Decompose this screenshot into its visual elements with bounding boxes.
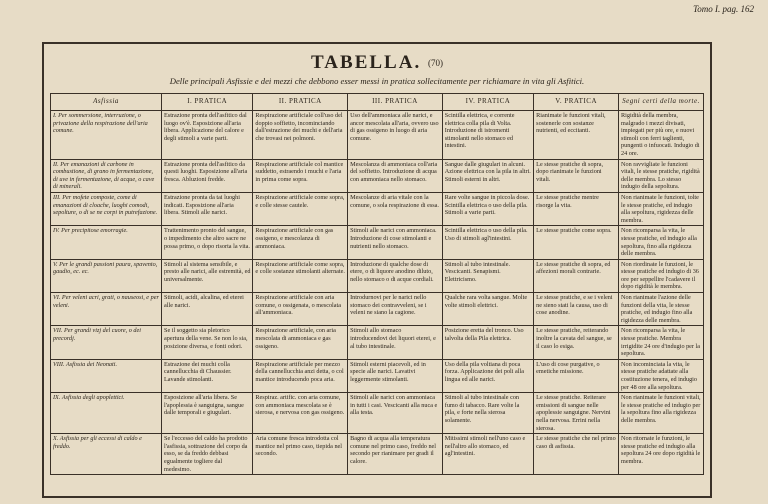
table-cell: Qualche rara volta sangue. Molte volte stimoli elettrici. [442,293,533,326]
asfissia-cell: IV. Per precipitose emorragie. [51,226,162,259]
table-cell: Bagno di acqua alla temperatura comune nel primo caso, freddo nel secondo per rianimare per gradi il calore. [348,434,443,475]
table-cell: Respirazione artificiale come sopra, e colle sostanze stimolanti alternate. [253,259,348,292]
table-cell: Esposizione all'aria libera. Se l'apoplessia è sanguigna, sangue dalle temporali e giugulari. [162,393,253,434]
table-cell: Le stesse pratiche come sopra. [534,226,619,259]
asfissia-cell: X. Asfissia per gli eccessi di caldo e freddo. [51,434,162,475]
table-title [50,52,704,74]
table-cell: Estrazione pronta dell'asfitico dal luogo ov'è. Esposizione all'aria libera. Applicazione del calore e degli stimoli a varie parti. [162,111,253,160]
asfissia-cell: V. Per le grandi passioni paura, spavento, gaudio, ec. ec. [51,259,162,292]
table-cell: Le stesse pratiche di sopra, dopo rianimate le funzioni vitali. [534,159,619,192]
table-row [51,159,704,192]
table-cell: Respirazione artificiale col mantice suddetto, estraendo i muchi e l'aria in prima come sopra. [253,159,348,192]
table-cell: Scintilla elettrica, e corrente elettrica colla pila di Volta. Introduzione di istromenti stimolanti nello stomaco ed intestini. [442,111,533,160]
asfissia-cell: IX. Asfissia degli apoplettici. [51,393,162,434]
table-cell: Uso dell'ammoniaca alle narici, e ancor mescolata all'aria, ovvero uso di gas ossigeno in luogo di aria comune. [348,111,443,160]
header-cell: II. PRATICA [253,94,348,111]
table-cell: Le stesse pratiche, reiterando inoltre la cavata del sangue, se il caso lo esiga. [534,326,619,359]
table-cell: Estrazione dei muchi colla cannellucchia di Chaussier. Lavande stimolanti. [162,359,253,392]
table-cell: Non incominciata la vita, le stesse pratiche adattate alla costituzione tenera, ed indugio per 48 ore alla sepoltura. [619,359,704,392]
asfissia-cell: II. Per emanazioni di carbone in combustione, di grano in fermentazione, di uve in fermentazione, di acque, o cave di minerali. [51,159,162,192]
table-cell: Non rianimate le funzioni, tolte le stesse pratiche, ed indugio alla sepoltura, rigidezza delle membra. [619,192,704,225]
asfissia-cell: VIII. Asfissia dei Neonati. [51,359,162,392]
header-cell: V. PRATICA [534,94,619,111]
table-cell: Rianimate le funzioni vitali, sostenerle con sostanze nutrienti, ed eccitanti. [534,111,619,160]
table-cell: Le stesse pratiche mentre risorge la vita. [534,192,619,225]
table-cell: Stimoli al tubo intestinale. Vescicanti. Senapismi. Elettricismo. [442,259,533,292]
asfissia-cell: VI. Per veleni acri, grati, o nauseosi, e per veleni. [51,293,162,326]
table-cell: Stimoli al sistema sensibile, e presto alle narici, alle estremità, ed universalmente. [162,259,253,292]
table-cell: Rigidità della membra, malgrado i mezzi divisati, impiegati per più ore, e nuovi stimoli con ferri taglienti, pungenti o infuocati. Indugio di 24 ore. [619,111,704,160]
table-cell: Non ritornate le funzioni, le stesse pratiche ed indugio alla sepoltura 24 ore dopo rigidità le membra. [619,434,704,475]
table-cell: Le stesse pratiche di sopra, ed affezioni morali contrarie. [534,259,619,292]
table-cell: Sangue dalle giugulari in alcuni. Azione elettrica con la pila in altri. Stimoli esterni in altri. [442,159,533,192]
table-cell: Stimoli alle narici con ammoniaca. Introduzione di cose stimolanti e nutrienti nello stomaco. [348,226,443,259]
table-row [51,226,704,259]
table-cell: Estrazione pronta da tai luoghi indicati. Esposizione all'aria libera. Stimoli alle narici. [162,192,253,225]
header-cell: Segni certi della morte. [619,94,704,111]
table-row [51,393,704,434]
table-cell: Non ravvigliate le funzioni vitali, le stesse pratiche, rigidità delle membra. Lo stesso indugio della sepoltura. [619,159,704,192]
table-cell: Posizione eretta del tronco. Uso talvolta della Pila elettrica. [442,326,533,359]
asphyxia-table [50,93,704,475]
table-row [51,111,704,160]
table-cell: Respirazione artificiale, con aria mescolata di ammoniaca e gas ossigeno. [253,326,348,359]
table-row [51,293,704,326]
table-cell: Respirazione artificiale coll'uso del doppio soffietto, incominciando dall'estrazione dei muchi e dell'aria che trovasi nei polmoni. [253,111,348,160]
table-cell: Non riordinate le funzioni, le stesse pratiche ed indugio di 36 ore per seppellire l'cadavere il dopo rigidità le membra. [619,259,704,292]
table-row [51,326,704,359]
table-row [51,434,704,475]
header-cell: IV. PRATICA [442,94,533,111]
header-cell: I. PRATICA [162,94,253,111]
table-cell: Le stesse pratiche, e se i veleni ne sieno stati la causa, uso di cose anodine. [534,293,619,326]
table-cell: Stimoli allo stomaco introducendovi dei liquori eterei, e al tubo intestinale. [348,326,443,359]
title-note: (70) [427,58,443,68]
table-row [51,359,704,392]
table-cell: Scintilla elettrica o uso della pila. Uso di stimoli agl'intestini. [442,226,533,259]
table-cell: Mitissimi stimoli nell'uno caso e nell'altro allo stomaco, ed agl'intestini. [442,434,533,475]
table-row [51,259,704,292]
table-cell: L'uso di cose purgative, o emetiche missione. [534,359,619,392]
table-cell: Stimoli, acidi, alcalina, ed eterei alle narici. [162,293,253,326]
table-cell: Respirazione artificiale con aria comune, o ossigenata, o mescolata all'ammoniaca. [253,293,348,326]
table-cell: Le stesse pratiche che nel primo caso di asfissia. [534,434,619,475]
table-row [51,192,704,225]
asfissia-cell: VII. Per grandi vizj del cuore, o dei precordj. [51,326,162,359]
table-cell: Rare volte sangue in piccola dose. Scintilla elettrica o uso della pila. Stimoli a varie parti. [442,192,533,225]
table-frame [42,42,712,498]
table-cell: Stimoli alle narici con ammoniaca in tutti i casi. Vescicanti alla nuca e alla testa. [348,393,443,434]
asfissia-cell: III. Per mofete composte, come di emanazioni di cloache, luoghi comodi, sepolture, o di se ne corpi in putrefazione. [51,192,162,225]
table-cell: Stimoli al tubo intestinale con fumo di tabacco. Rare volte la pila, e forte nella sierosa solamente. [442,393,533,434]
table-cell: Respirazione artificiale con gas ossigeno, e mescolanza di ammoniaca. [253,226,348,259]
asfissia-cell: I. Per sommersione, interruzione, o privazione della respirazione dell'aria comune. [51,111,162,160]
table-cell: Mescolanze di aria vitale con la comune, o sola respirazione di essa. [348,192,443,225]
table-cell: Respirazione artificiale come sopra, e colle stesse cautele. [253,192,348,225]
page-number: Tomo I. pag. 162 [693,4,754,14]
table-cell: Respirazione artificiale per mezzo della cannellucchia anzi detta, o col mantice introducendo poca aria. [253,359,348,392]
table-cell: Respiraz. artific. con aria comune, con ammoniaca mescolata se è sierosa, e nervosa con gas ossigeno. [253,393,348,434]
table-cell: Estrazione pronta dell'asfitico da questi luoghi. Esposizione all'aria fresca. Abluzioni fredde. [162,159,253,192]
table-cell: Introduzione di qualche dose di etere, o di liquore anodino diluto, nello stomaco o di acque cordiali. [348,259,443,292]
table-cell: Non rianimate le funzioni vitali, le stesse pratiche ed indugio per la sepoltura fino alla rigidezza delle membra. [619,393,704,434]
table-cell: Trattenimento pronto del sangue, o impedimento che altro sacre ne possa primo, o dopo risorta la vita. [162,226,253,259]
table-cell: Stimoli esterni piacevoli, ed in specie alle narici. Lavativi leggermente stimolanti. [348,359,443,392]
header-row [51,94,704,111]
table-cell: Mescolanza di ammoniaca coll'aria del soffietto. Introduzione di acqua con ammoniaca nello stomaco. [348,159,443,192]
table-subtitle: Delle principali Asfissie e dei mezzi che debbono esser messi in pratica sollecitamente per richiamare in vita gli Asfitici. [169,76,585,86]
table-cell: Aria comune fresca introdotta col mantice nel primo caso, tiepida nel secondo. [253,434,348,475]
table-cell: Non ricomparsa la vita, le stesse pratiche, ed indugio alla sepoltura, fino alla rigidezza delle membra. [619,226,704,259]
table-cell: Le stesse pratiche. Reiterare emissioni di sangue nelle apoplessie sanguigne. Nervini nella nervosa. Errini nella sierosa. [534,393,619,434]
table-cell: Non rianimate l'azione delle funzioni della vita, le stesse pratiche, ed indugio fino alla rigidezza delle membra. [619,293,704,326]
title-text: TABELLA. [311,52,422,73]
table-cell: Uso della pila voltiana di poca forza. Applicazione dei poli alla lingua ed alle narici. [442,359,533,392]
table-cell: Introdurnovi per le narici nello stomaco dei contravveleni, se i veleni ne siano la cagione. [348,293,443,326]
header-cell: Asfissia [51,94,162,111]
table-cell: Non ricomparsa la vita, le stesse pratiche. Membra irrigidite 24 ore d'indugio per la sepoltura. [619,326,704,359]
header-cell: III. PRATICA [348,94,443,111]
table-cell: Se il soggetto sia pletorico apertura della vene. Se non lo sia, posizione diversa, e fonti odori. [162,326,253,359]
table-cell: Se l'eccesso del caldo ha prodotto l'asfissia, sottrazione del corpo da esso, se da freddo debbasi egualmente togliere dal medesimo. [162,434,253,475]
